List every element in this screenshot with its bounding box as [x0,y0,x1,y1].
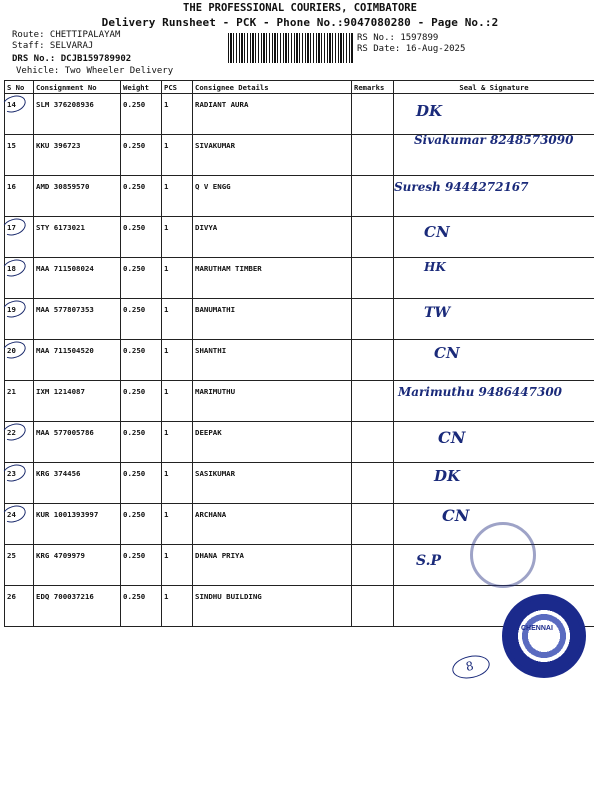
row-pcs: 1 [162,422,193,463]
row-consignee: BANUMATHI [193,299,352,340]
col-pcs: PCS [162,81,193,94]
row-sno: 15 [5,135,34,176]
row-consignment: KUR 1001393997 [34,504,121,545]
row-pcs: 1 [162,340,193,381]
row-sno: 18 [5,258,34,299]
row-signature [394,94,595,135]
row-consignee: RADIANT AURA [193,94,352,135]
row-remarks [352,545,394,586]
rs-number: RS No.: 1597899 [357,33,439,43]
row-consignment: AMD 30859570 [34,176,121,217]
row-remarks [352,258,394,299]
row-signature [394,463,595,504]
row-remarks [352,586,394,627]
staff-label: Staff: SELVARAJ [12,41,94,51]
row-sno: 24 [5,504,34,545]
vehicle-label: Vehicle: Two Wheeler Delivery [16,66,174,76]
circle-mark [0,421,28,444]
row-pcs: 1 [162,258,193,299]
row-consignment: KKU 396723 [34,135,121,176]
row-sno: 14 [5,94,34,135]
row-consignment: KRG 4709979 [34,545,121,586]
row-weight: 0.250 [121,94,162,135]
row-consignee: MARUTHAM TIMBER [193,258,352,299]
stamp-sight-nations [470,522,536,588]
route-label: Route: CHETTIPALAYAM [12,30,121,40]
row-signature [394,135,595,176]
handwritten-signature: DK [416,102,443,120]
company-title: THE PROFESSIONAL COURIERS, COIMBATORE [183,2,417,14]
page-mark [450,652,492,681]
handwritten-signature: HK [424,260,446,274]
row-remarks [352,381,394,422]
row-consignee: SHANTHI [193,340,352,381]
row-consignee: SASIKUMAR [193,463,352,504]
row-consignee: SINDHU BUILDING [193,586,352,627]
row-weight: 0.250 [121,258,162,299]
table-row [5,299,595,340]
row-remarks [352,299,394,340]
row-consignee: DEEPAK [193,422,352,463]
row-remarks [352,176,394,217]
row-consignment: EDQ 700037216 [34,586,121,627]
handwritten-signature: CN [438,428,466,447]
handwritten-signature: CN [424,223,450,241]
drs-label: DRS No.: DCJB159789902 [12,54,132,64]
handwritten-signature: Marimuthu 9486447300 [398,385,563,399]
row-remarks [352,135,394,176]
row-consignee: MARIMUTHU [193,381,352,422]
row-weight: 0.250 [121,299,162,340]
row-consignment: MAA 577807353 [34,299,121,340]
row-remarks [352,340,394,381]
row-sno: 19 [5,299,34,340]
row-consignment: IXM 1214087 [34,381,121,422]
row-sno: 16 [5,176,34,217]
row-pcs: 1 [162,463,193,504]
circle-mark [0,257,28,280]
row-remarks [352,217,394,258]
row-sno: 26 [5,586,34,627]
row-signature [394,217,595,258]
handwritten-signature: Sivakumar 8248573090 [414,133,574,147]
row-weight: 0.250 [121,381,162,422]
row-consignment: STY 6173021 [34,217,121,258]
row-pcs: 1 [162,299,193,340]
circle-mark [0,93,28,116]
handwritten-signature: TW [424,305,451,321]
table-row [5,258,595,299]
row-consignee: ARCHANA [193,504,352,545]
row-sno: 25 [5,545,34,586]
circle-mark [0,339,28,362]
row-sno: 23 [5,463,34,504]
table-row [5,217,595,258]
rs-date: RS Date: 16-Aug-2025 [357,44,466,54]
handwritten-signature: DK [434,467,461,485]
col-signature: Seal & Signature [394,81,595,94]
table-row [5,381,595,422]
col-remarks: Remarks [352,81,394,94]
row-weight: 0.250 [121,422,162,463]
row-sno: 22 [5,422,34,463]
row-pcs: 1 [162,217,193,258]
row-consignment: MAA 577005786 [34,422,121,463]
row-weight: 0.250 [121,340,162,381]
row-remarks [352,94,394,135]
row-pcs: 1 [162,504,193,545]
table-row [5,176,595,217]
row-sno: 20 [5,340,34,381]
page-mark-number: 8 [464,658,475,674]
table-row [5,422,595,463]
table-row [5,135,595,176]
row-pcs: 1 [162,94,193,135]
row-weight: 0.250 [121,176,162,217]
stamp-city: CHENNAI [521,625,553,632]
table-header-row [5,81,595,94]
row-sno: 21 [5,381,34,422]
row-signature [394,176,595,217]
row-weight: 0.250 [121,135,162,176]
row-pcs: 1 [162,381,193,422]
row-weight: 0.250 [121,504,162,545]
row-sno: 17 [5,217,34,258]
row-weight: 0.250 [121,586,162,627]
row-signature [394,340,595,381]
row-consignment: MAA 711504520 [34,340,121,381]
handwritten-signature: Suresh 9444272167 [394,180,529,194]
row-pcs: 1 [162,176,193,217]
row-consignee: SIVAKUMAR [193,135,352,176]
row-signature [394,299,595,340]
row-consignment: SLM 376208936 [34,94,121,135]
circle-mark [0,216,28,239]
col-consignee: Consignee Details [193,81,352,94]
row-remarks [352,463,394,504]
row-consignee: DHANA PRIYA [193,545,352,586]
row-pcs: 1 [162,545,193,586]
row-pcs: 1 [162,135,193,176]
row-remarks [352,422,394,463]
table-row [5,463,595,504]
row-pcs: 1 [162,586,193,627]
circle-mark [0,298,28,321]
row-signature [394,422,595,463]
row-consignee: DIVYA [193,217,352,258]
col-weight: Weight [121,81,162,94]
circle-mark [0,462,28,485]
stamp-sindu-enterprises [502,594,586,678]
col-sno: S No [5,81,34,94]
barcode [228,33,354,63]
handwritten-signature: CN [442,506,470,525]
handwritten-signature: CN [434,344,460,362]
circle-mark [0,503,28,526]
runsheet-title: Delivery Runsheet - PCK - Phone No.:9047080280 - Page No.:2 [101,16,499,29]
row-signature [394,258,595,299]
row-signature [394,381,595,422]
table-row [5,94,595,135]
handwritten-signature: S.P [416,553,442,569]
row-weight: 0.250 [121,217,162,258]
row-consignment: KRG 374456 [34,463,121,504]
row-weight: 0.250 [121,545,162,586]
table-row [5,340,595,381]
row-consignee: Q V ENGG [193,176,352,217]
row-consignment: MAA 711508024 [34,258,121,299]
row-weight: 0.250 [121,463,162,504]
col-consignment: Consignment No [34,81,121,94]
row-remarks [352,504,394,545]
